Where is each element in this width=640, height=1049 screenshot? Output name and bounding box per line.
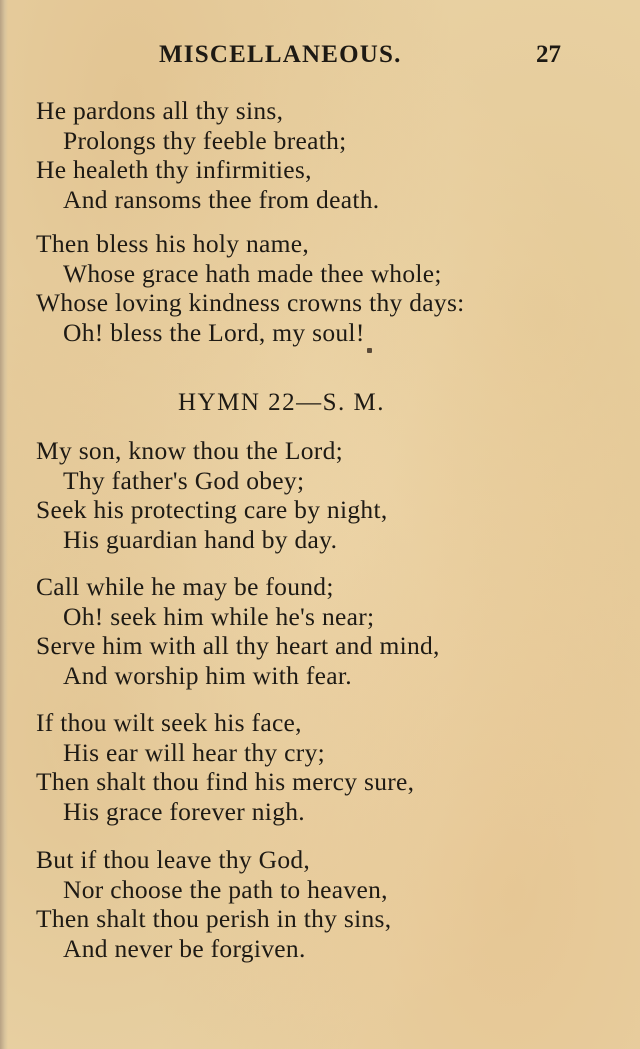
stanza-4	[36, 845, 616, 963]
verse-line: Oh! seek him while he's near;	[63, 601, 375, 631]
verse-line: And never be forgiven.	[63, 933, 306, 963]
verse-line: And ransoms thee from death.	[63, 184, 380, 214]
verse-line: Whose loving kindness crowns thy days:	[36, 288, 465, 318]
verse-line: He pardons all thy sins,	[36, 96, 284, 125]
verse-line: My son, know thou the Lord;	[36, 436, 344, 465]
verse-line: Prolongs thy feeble breath;	[63, 125, 347, 155]
verse-line: He healeth thy infirmities,	[36, 155, 312, 185]
stanza-3	[36, 708, 616, 826]
verse-line: Whose grace hath made thee whole;	[63, 258, 442, 288]
stanza-continued-2	[36, 229, 616, 347]
verse-line: Then bless his holy name,	[36, 229, 310, 258]
stanza-continued-1	[36, 96, 616, 214]
verse-line: Oh! bless the Lord, my soul!	[63, 317, 365, 347]
page-number: 27	[536, 41, 561, 68]
verse-line: His guardian hand by day.	[63, 524, 338, 554]
hymn-title: HYMN 22—S. M.	[178, 389, 386, 416]
page-gutter-edge	[0, 0, 8, 1049]
verse-line: His ear will hear thy cry;	[63, 737, 326, 767]
verse-line: Nor choose the path to heaven,	[63, 874, 388, 904]
running-head-title: MISCELLANEOUS.	[159, 41, 402, 68]
stanza-2	[36, 572, 616, 690]
verse-line: Serve him with all thy heart and mind,	[36, 631, 440, 661]
verse-line: Thy father's God obey;	[63, 465, 305, 495]
verse-line: But if thou leave thy God,	[36, 845, 311, 874]
running-head	[0, 38, 640, 72]
verse-line: His grace forever nigh.	[63, 796, 305, 826]
verse-line: Call while he may be found;	[36, 572, 334, 601]
stanza-1	[36, 436, 616, 554]
verse-line: Then shalt thou find his mercy sure,	[36, 767, 415, 797]
verse-line: Then shalt thou perish in thy sins,	[36, 904, 392, 934]
verse-line: And worship him with fear.	[63, 660, 352, 690]
verse-line: If thou wilt seek his face,	[36, 708, 302, 737]
ink-speck	[367, 348, 372, 353]
verse-line: Seek his protecting care by night,	[36, 495, 388, 525]
